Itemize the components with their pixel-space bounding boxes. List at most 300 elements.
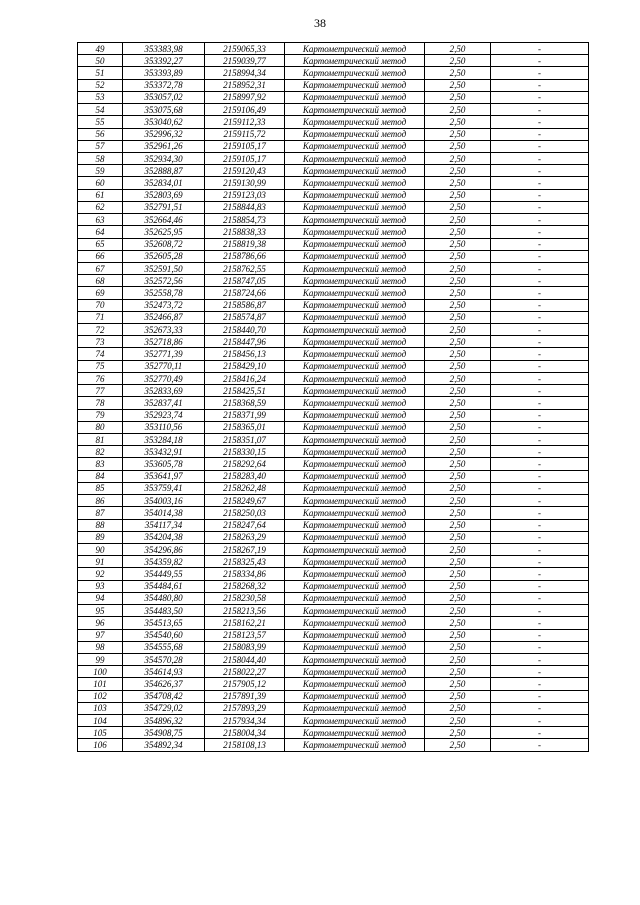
point-number-cell: 72 [78,324,123,336]
method-cell: Картометрический метод [285,531,425,543]
point-number-cell: 89 [78,531,123,543]
y-coordinate-cell: 2159123,03 [205,189,285,201]
accuracy-cell: 2,50 [425,128,491,140]
point-number-cell: 65 [78,238,123,250]
y-coordinate-cell: 2158162,21 [205,617,285,629]
accuracy-cell: 2,50 [425,653,491,665]
description-cell: - [491,165,589,177]
x-coordinate-cell: 353392,27 [123,55,205,67]
accuracy-cell: 2,50 [425,434,491,446]
description-cell: - [491,372,589,384]
accuracy-cell: 2,50 [425,116,491,128]
description-cell: - [491,177,589,189]
description-cell: - [491,214,589,226]
method-cell: Картометрический метод [285,299,425,311]
x-coordinate-cell: 354003,16 [123,495,205,507]
table-row [78,666,589,678]
point-number-cell: 80 [78,421,123,433]
description-cell: - [491,666,589,678]
point-number-cell: 92 [78,568,123,580]
y-coordinate-cell: 2158247,64 [205,519,285,531]
table-row [78,67,589,79]
description-cell: - [491,116,589,128]
x-coordinate-cell: 353383,98 [123,43,205,55]
y-coordinate-cell: 2157934,34 [205,715,285,727]
y-coordinate-cell: 2158123,57 [205,629,285,641]
description-cell: - [491,55,589,67]
point-number-cell: 85 [78,482,123,494]
y-coordinate-cell: 2158574,87 [205,311,285,323]
x-coordinate-cell: 354570,28 [123,653,205,665]
method-cell: Картометрический метод [285,446,425,458]
y-coordinate-cell: 2158325,43 [205,556,285,568]
method-cell: Картометрический метод [285,653,425,665]
method-cell: Картометрический метод [285,629,425,641]
description-cell: - [491,641,589,653]
description-cell: - [491,140,589,152]
y-coordinate-cell: 2158365,01 [205,421,285,433]
table-row [78,91,589,103]
y-coordinate-cell: 2159115,72 [205,128,285,140]
y-coordinate-cell: 2158351,07 [205,434,285,446]
y-coordinate-cell: 2158022,27 [205,666,285,678]
table-row [78,385,589,397]
description-cell: - [491,385,589,397]
x-coordinate-cell: 352923,74 [123,409,205,421]
x-coordinate-cell: 352591,50 [123,262,205,274]
y-coordinate-cell: 2158819,38 [205,238,285,250]
method-cell: Картометрический метод [285,275,425,287]
accuracy-cell: 2,50 [425,152,491,164]
table-row [78,262,589,274]
x-coordinate-cell: 354296,86 [123,543,205,555]
x-coordinate-cell: 354626,37 [123,678,205,690]
description-cell: - [491,629,589,641]
table-row [78,617,589,629]
accuracy-cell: 2,50 [425,446,491,458]
table-row [78,592,589,604]
description-cell: - [491,262,589,274]
y-coordinate-cell: 2158292,64 [205,458,285,470]
x-coordinate-cell: 352961,26 [123,140,205,152]
y-coordinate-cell: 2158262,48 [205,482,285,494]
description-cell: - [491,470,589,482]
y-coordinate-cell: 2158854,73 [205,214,285,226]
x-coordinate-cell: 352608,72 [123,238,205,250]
method-cell: Картометрический метод [285,140,425,152]
y-coordinate-cell: 2158838,33 [205,226,285,238]
method-cell: Картометрический метод [285,226,425,238]
method-cell: Картометрический метод [285,214,425,226]
point-number-cell: 96 [78,617,123,629]
x-coordinate-cell: 352673,33 [123,324,205,336]
description-cell: - [491,727,589,739]
y-coordinate-cell: 2158440,70 [205,324,285,336]
accuracy-cell: 2,50 [425,605,491,617]
x-coordinate-cell: 352888,87 [123,165,205,177]
x-coordinate-cell: 353393,89 [123,67,205,79]
y-coordinate-cell: 2159105,17 [205,152,285,164]
accuracy-cell: 2,50 [425,275,491,287]
accuracy-cell: 2,50 [425,214,491,226]
description-cell: - [491,434,589,446]
method-cell: Картометрический метод [285,385,425,397]
x-coordinate-cell: 352934,30 [123,152,205,164]
point-number-cell: 70 [78,299,123,311]
table-row [78,446,589,458]
description-cell: - [491,238,589,250]
y-coordinate-cell: 2158447,96 [205,336,285,348]
point-number-cell: 58 [78,152,123,164]
description-cell: - [491,348,589,360]
y-coordinate-cell: 2159112,33 [205,116,285,128]
table-row [78,189,589,201]
description-cell: - [491,79,589,91]
table-row [78,678,589,690]
point-number-cell: 68 [78,275,123,287]
point-number-cell: 79 [78,409,123,421]
table-row [78,641,589,653]
accuracy-cell: 2,50 [425,678,491,690]
accuracy-cell: 2,50 [425,189,491,201]
coordinates-table [77,42,589,752]
description-cell: - [491,690,589,702]
method-cell: Картометрический метод [285,189,425,201]
method-cell: Картометрический метод [285,556,425,568]
description-cell: - [491,507,589,519]
method-cell: Картометрический метод [285,165,425,177]
accuracy-cell: 2,50 [425,409,491,421]
y-coordinate-cell: 2158044,40 [205,653,285,665]
x-coordinate-cell: 352834,01 [123,177,205,189]
x-coordinate-cell: 353641,97 [123,470,205,482]
description-cell: - [491,678,589,690]
accuracy-cell: 2,50 [425,397,491,409]
point-number-cell: 81 [78,434,123,446]
description-cell: - [491,275,589,287]
table-row [78,519,589,531]
method-cell: Картометрический метод [285,116,425,128]
description-cell: - [491,605,589,617]
description-cell: - [491,739,589,751]
table-row [78,43,589,55]
method-cell: Картометрический метод [285,482,425,494]
point-number-cell: 99 [78,653,123,665]
x-coordinate-cell: 353759,41 [123,482,205,494]
point-number-cell: 97 [78,629,123,641]
accuracy-cell: 2,50 [425,67,491,79]
method-cell: Картометрический метод [285,250,425,262]
description-cell: - [491,299,589,311]
x-coordinate-cell: 352572,56 [123,275,205,287]
y-coordinate-cell: 2158371,99 [205,409,285,421]
description-cell: - [491,715,589,727]
description-cell: - [491,531,589,543]
x-coordinate-cell: 352770,11 [123,360,205,372]
point-number-cell: 59 [78,165,123,177]
point-number-cell: 52 [78,79,123,91]
accuracy-cell: 2,50 [425,690,491,702]
accuracy-cell: 2,50 [425,617,491,629]
point-number-cell: 78 [78,397,123,409]
method-cell: Картометрический метод [285,690,425,702]
x-coordinate-cell: 352837,41 [123,397,205,409]
accuracy-cell: 2,50 [425,299,491,311]
accuracy-cell: 2,50 [425,262,491,274]
method-cell: Картометрический метод [285,238,425,250]
description-cell: - [491,458,589,470]
y-coordinate-cell: 2158230,58 [205,592,285,604]
x-coordinate-cell: 353284,18 [123,434,205,446]
table-row [78,653,589,665]
description-cell: - [491,152,589,164]
method-cell: Картометрический метод [285,262,425,274]
description-cell: - [491,43,589,55]
point-number-cell: 53 [78,91,123,103]
point-number-cell: 84 [78,470,123,482]
table-row [78,372,589,384]
description-cell: - [491,67,589,79]
y-coordinate-cell: 2158429,10 [205,360,285,372]
accuracy-cell: 2,50 [425,702,491,714]
point-number-cell: 71 [78,311,123,323]
description-cell: - [491,409,589,421]
accuracy-cell: 2,50 [425,666,491,678]
table-row [78,421,589,433]
point-number-cell: 77 [78,385,123,397]
description-cell: - [491,556,589,568]
table-row [78,287,589,299]
method-cell: Картометрический метод [285,324,425,336]
point-number-cell: 60 [78,177,123,189]
point-number-cell: 93 [78,580,123,592]
x-coordinate-cell: 352771,39 [123,348,205,360]
table-row [78,311,589,323]
x-coordinate-cell: 354204,38 [123,531,205,543]
x-coordinate-cell: 354908,75 [123,727,205,739]
method-cell: Картометрический метод [285,336,425,348]
description-cell: - [491,397,589,409]
point-number-cell: 105 [78,727,123,739]
accuracy-cell: 2,50 [425,201,491,213]
description-cell: - [491,336,589,348]
accuracy-cell: 2,50 [425,421,491,433]
point-number-cell: 76 [78,372,123,384]
accuracy-cell: 2,50 [425,629,491,641]
point-number-cell: 67 [78,262,123,274]
accuracy-cell: 2,50 [425,727,491,739]
x-coordinate-cell: 352664,46 [123,214,205,226]
y-coordinate-cell: 2158456,13 [205,348,285,360]
point-number-cell: 51 [78,67,123,79]
accuracy-cell: 2,50 [425,739,491,751]
y-coordinate-cell: 2158586,87 [205,299,285,311]
table-row [78,360,589,372]
x-coordinate-cell: 354729,02 [123,702,205,714]
description-cell: - [491,653,589,665]
accuracy-cell: 2,50 [425,495,491,507]
accuracy-cell: 2,50 [425,458,491,470]
accuracy-cell: 2,50 [425,568,491,580]
method-cell: Картометрический метод [285,397,425,409]
y-coordinate-cell: 2158268,32 [205,580,285,592]
table-row [78,177,589,189]
method-cell: Картометрический метод [285,43,425,55]
method-cell: Картометрический метод [285,678,425,690]
method-cell: Картометрический метод [285,739,425,751]
y-coordinate-cell: 2158416,24 [205,372,285,384]
x-coordinate-cell: 352996,32 [123,128,205,140]
point-number-cell: 102 [78,690,123,702]
x-coordinate-cell: 354892,34 [123,739,205,751]
y-coordinate-cell: 2158368,59 [205,397,285,409]
y-coordinate-cell: 2158997,92 [205,91,285,103]
accuracy-cell: 2,50 [425,543,491,555]
point-number-cell: 94 [78,592,123,604]
accuracy-cell: 2,50 [425,43,491,55]
description-cell: - [491,495,589,507]
x-coordinate-cell: 354359,82 [123,556,205,568]
y-coordinate-cell: 2158330,15 [205,446,285,458]
method-cell: Картометрический метод [285,666,425,678]
accuracy-cell: 2,50 [425,336,491,348]
y-coordinate-cell: 2158952,31 [205,79,285,91]
x-coordinate-cell: 354449,55 [123,568,205,580]
table-row [78,690,589,702]
method-cell: Картометрический метод [285,434,425,446]
method-cell: Картометрический метод [285,287,425,299]
table-row [78,238,589,250]
table-row [78,605,589,617]
description-cell: - [491,311,589,323]
method-cell: Картометрический метод [285,409,425,421]
method-cell: Картометрический метод [285,91,425,103]
point-number-cell: 91 [78,556,123,568]
table-row [78,739,589,751]
table-row [78,715,589,727]
y-coordinate-cell: 2158263,29 [205,531,285,543]
point-number-cell: 90 [78,543,123,555]
table-row [78,482,589,494]
accuracy-cell: 2,50 [425,715,491,727]
point-number-cell: 57 [78,140,123,152]
table-row [78,434,589,446]
method-cell: Картометрический метод [285,201,425,213]
x-coordinate-cell: 352605,28 [123,250,205,262]
y-coordinate-cell: 2158334,86 [205,568,285,580]
x-coordinate-cell: 354540,60 [123,629,205,641]
method-cell: Картометрический метод [285,421,425,433]
table-row [78,152,589,164]
y-coordinate-cell: 2158747,05 [205,275,285,287]
point-number-cell: 55 [78,116,123,128]
description-cell: - [491,324,589,336]
method-cell: Картометрический метод [285,641,425,653]
x-coordinate-cell: 352473,72 [123,299,205,311]
description-cell: - [491,287,589,299]
point-number-cell: 69 [78,287,123,299]
x-coordinate-cell: 354117,34 [123,519,205,531]
table-row [78,104,589,116]
table-row [78,495,589,507]
accuracy-cell: 2,50 [425,519,491,531]
table-row [78,79,589,91]
table-row [78,580,589,592]
point-number-cell: 63 [78,214,123,226]
accuracy-cell: 2,50 [425,104,491,116]
method-cell: Картометрический метод [285,507,425,519]
x-coordinate-cell: 352770,49 [123,372,205,384]
table-row [78,226,589,238]
table-row [78,165,589,177]
point-number-cell: 83 [78,458,123,470]
y-coordinate-cell: 2158267,19 [205,543,285,555]
description-cell: - [491,592,589,604]
method-cell: Картометрический метод [285,152,425,164]
y-coordinate-cell: 2159039,77 [205,55,285,67]
x-coordinate-cell: 354614,93 [123,666,205,678]
table-row [78,458,589,470]
accuracy-cell: 2,50 [425,385,491,397]
x-coordinate-cell: 352791,51 [123,201,205,213]
x-coordinate-cell: 353075,68 [123,104,205,116]
description-cell: - [491,580,589,592]
description-cell: - [491,91,589,103]
method-cell: Картометрический метод [285,360,425,372]
point-number-cell: 56 [78,128,123,140]
y-coordinate-cell: 2158004,34 [205,727,285,739]
accuracy-cell: 2,50 [425,238,491,250]
point-number-cell: 54 [78,104,123,116]
description-cell: - [491,446,589,458]
table-row [78,568,589,580]
x-coordinate-cell: 352718,86 [123,336,205,348]
accuracy-cell: 2,50 [425,482,491,494]
y-coordinate-cell: 2158844,83 [205,201,285,213]
point-number-cell: 104 [78,715,123,727]
point-number-cell: 95 [78,605,123,617]
coordinates-table-body [78,43,589,752]
table-row [78,727,589,739]
x-coordinate-cell: 353040,62 [123,116,205,128]
method-cell: Картометрический метод [285,104,425,116]
table-row [78,116,589,128]
method-cell: Картометрический метод [285,177,425,189]
table-row [78,409,589,421]
method-cell: Картометрический метод [285,617,425,629]
description-cell: - [491,104,589,116]
point-number-cell: 66 [78,250,123,262]
description-cell: - [491,189,589,201]
page-number: 38 [314,16,326,30]
point-number-cell: 74 [78,348,123,360]
point-number-cell: 61 [78,189,123,201]
description-cell: - [491,128,589,140]
accuracy-cell: 2,50 [425,55,491,67]
x-coordinate-cell: 352466,87 [123,311,205,323]
method-cell: Картометрический метод [285,128,425,140]
x-coordinate-cell: 354483,50 [123,605,205,617]
method-cell: Картометрический метод [285,348,425,360]
x-coordinate-cell: 354484,61 [123,580,205,592]
point-number-cell: 88 [78,519,123,531]
table-row [78,336,589,348]
method-cell: Картометрический метод [285,592,425,604]
point-number-cell: 103 [78,702,123,714]
y-coordinate-cell: 2158724,66 [205,287,285,299]
table-row [78,702,589,714]
description-cell: - [491,201,589,213]
